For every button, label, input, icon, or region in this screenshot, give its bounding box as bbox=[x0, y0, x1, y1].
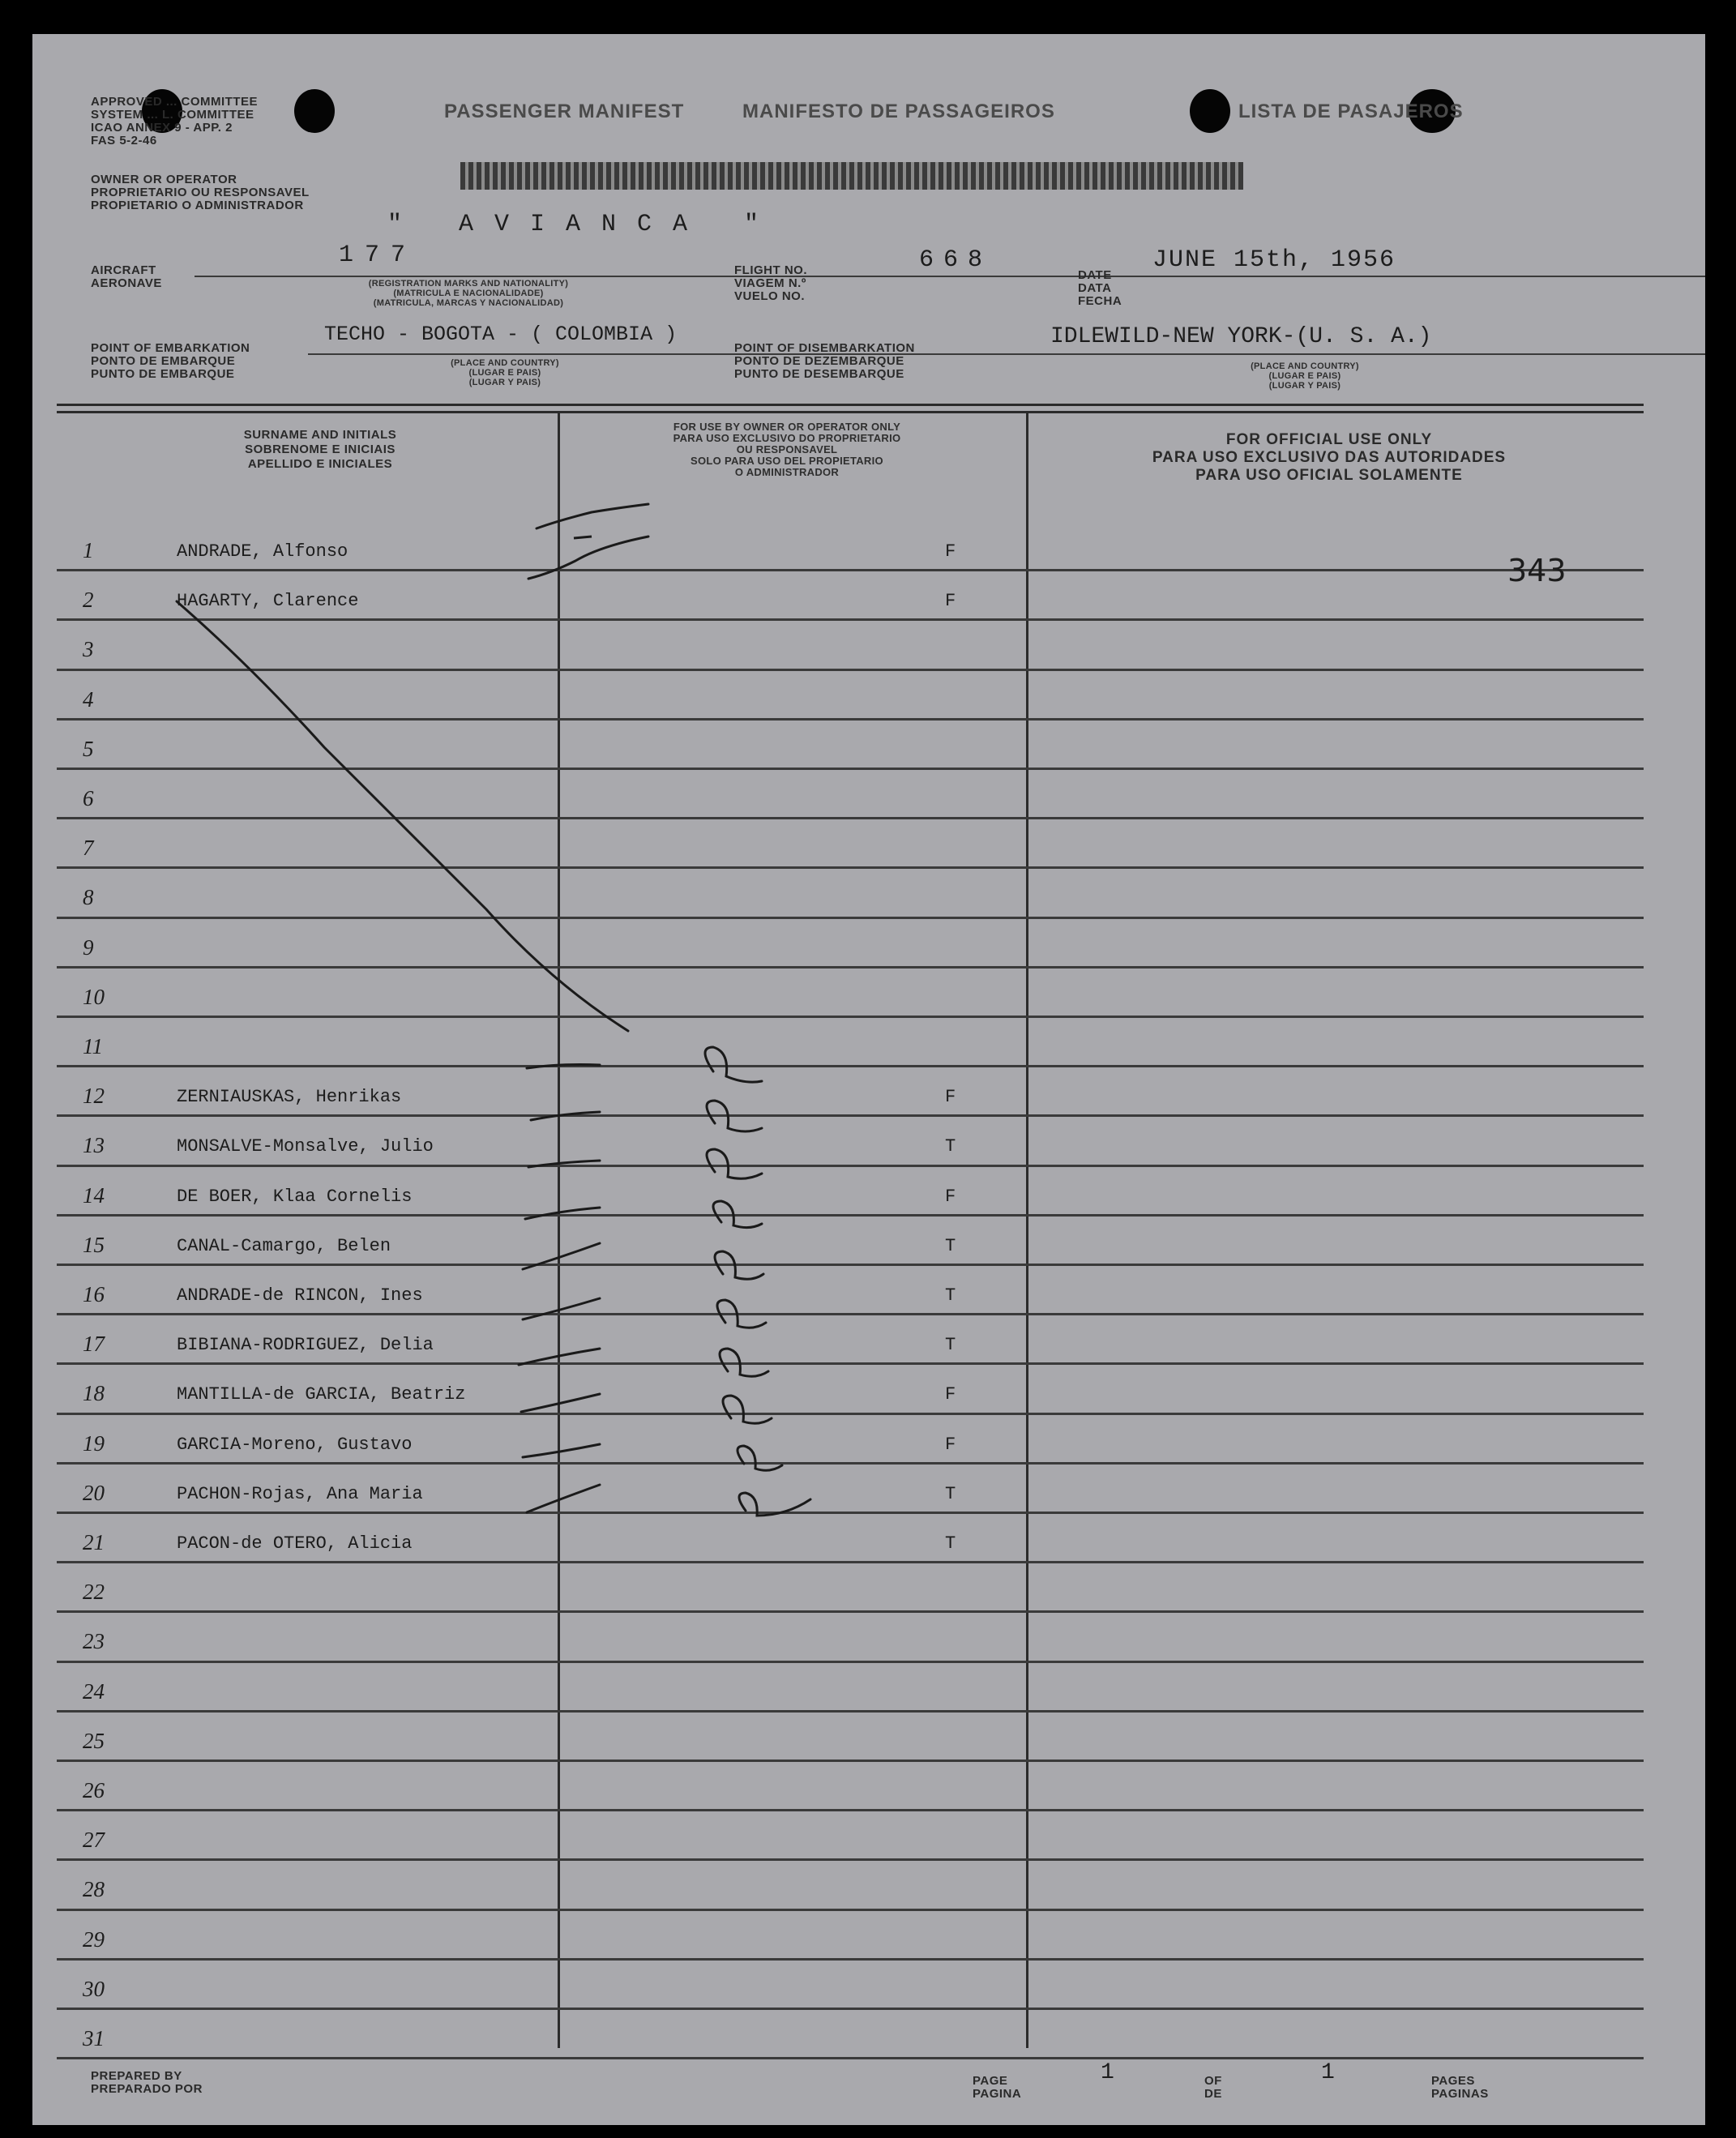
passenger-name: HAGARTY, Clarence bbox=[177, 591, 359, 612]
row-number: 12 bbox=[83, 1084, 105, 1109]
aircraft-value: 177 bbox=[339, 242, 417, 269]
row-number: 16 bbox=[83, 1282, 105, 1306]
official-number: 343 bbox=[1507, 553, 1567, 588]
header-portuguese: MANIFESTO DE PASSAGEIROS bbox=[742, 100, 1055, 122]
passenger-code: T bbox=[945, 1483, 956, 1504]
date-label: DATE DATA FECHA bbox=[1078, 268, 1122, 308]
row-number: 19 bbox=[83, 1430, 105, 1456]
row-number: 15 bbox=[83, 1232, 105, 1257]
header-english: PASSENGER MANIFEST bbox=[444, 100, 685, 122]
disembarkation-value: IDLEWILD-NEW YORK-(U. S. A.) bbox=[1050, 324, 1432, 349]
row-number: 14 bbox=[83, 1182, 105, 1208]
owner-label: OWNER OR OPERATOR PROPRIETARIO OU RESPONSAVEL PROPIETARIO O ADMINISTRADOR bbox=[91, 173, 310, 212]
row-number: 31 bbox=[83, 2026, 105, 2050]
row-number: 10 bbox=[83, 984, 105, 1009]
passenger-code: F bbox=[945, 1087, 956, 1108]
passenger-code: T bbox=[945, 1533, 956, 1554]
passenger-code: F bbox=[945, 541, 956, 562]
row-number: 6 bbox=[83, 786, 94, 810]
disembarkation-sublabel: (PLACE AND COUNTRY) (LUGAR E PAIS) (LUGAR Y PAIS) bbox=[1251, 361, 1359, 391]
row-number: 3 bbox=[83, 637, 94, 662]
passenger-code: T bbox=[945, 1285, 956, 1306]
approval-line: FAS 5-2-46 bbox=[91, 134, 157, 148]
header-spanish: LISTA DE PASAJEROS bbox=[1238, 100, 1464, 122]
flight-value: 668 bbox=[919, 246, 993, 274]
passenger-code: F bbox=[945, 1186, 956, 1207]
row-number: 29 bbox=[83, 1926, 105, 1952]
passenger-code: F bbox=[945, 1434, 956, 1455]
passenger-name: CANAL-Camargo, Belen bbox=[177, 1235, 391, 1256]
passenger-name: ZERNIAUSKAS, Henrikas bbox=[177, 1087, 402, 1108]
passenger-name: MONSALVE-Monsalve, Julio bbox=[177, 1136, 434, 1157]
row-number: 8 bbox=[83, 885, 94, 910]
passenger-name: PACON-de OTERO, Alicia bbox=[177, 1533, 413, 1554]
passenger-name: PACHON-Rojas, Ana Maria bbox=[177, 1483, 423, 1504]
passenger-name: MANTILLA-de GARCIA, Beatriz bbox=[177, 1384, 466, 1405]
of-label: OF DE bbox=[1204, 2074, 1222, 2101]
page-label: PAGE PAGINA bbox=[973, 2074, 1022, 2101]
aircraft-sublabel: (REGISTRATION MARKS AND NATIONALITY) (MATRICULA E NACIONALIDADE) (MATRICULA, MARCAS Y NACIONALIDAD) bbox=[368, 279, 569, 308]
approval-line: APPROVED ... COMMITTEE bbox=[91, 95, 259, 109]
embarkation-sublabel: (PLACE AND COUNTRY) (LUGAR E PAIS) (LUGAR Y PAIS) bbox=[451, 358, 559, 387]
passenger-name: GARCIA-Moreno, Gustavo bbox=[177, 1434, 413, 1455]
passenger-code: F bbox=[945, 1384, 956, 1405]
row-number: 9 bbox=[83, 934, 94, 960]
disembarkation-label: POINT OF DISEMBARKATION PONTO DE DEZEMBARQUE PUNTO DE DESEMBARQUE bbox=[734, 341, 915, 381]
manifest-sheet bbox=[32, 34, 1705, 2125]
passenger-code: T bbox=[945, 1335, 956, 1356]
passenger-name: BIBIANA-RODRIGUEZ, Delia bbox=[177, 1335, 434, 1356]
page-number: 1 bbox=[1101, 2060, 1114, 2085]
row-number: 11 bbox=[83, 1034, 103, 1058]
passenger-name: ANDRADE-de RINCON, Ines bbox=[177, 1285, 423, 1306]
passenger-code: T bbox=[945, 1136, 956, 1157]
row-number: 21 bbox=[83, 1530, 105, 1554]
row-number: 1 bbox=[83, 538, 94, 562]
row-number: 20 bbox=[83, 1480, 105, 1505]
passenger-name: ANDRADE, Alfonso bbox=[177, 541, 348, 562]
row-number: 30 bbox=[83, 1976, 105, 2001]
row-number: 28 bbox=[83, 1877, 105, 1902]
passenger-code: F bbox=[945, 591, 956, 612]
row-number: 24 bbox=[83, 1678, 105, 1704]
row-number: 7 bbox=[83, 836, 94, 861]
passenger-code: T bbox=[945, 1235, 956, 1256]
row-number: 27 bbox=[83, 1828, 105, 1853]
prepared-by-label: PREPARED BY PREPARADO POR bbox=[91, 2069, 203, 2096]
embarkation-label: POINT OF EMBARKATION PONTO DE EMBARQUE PUNTO DE EMBARQUE bbox=[91, 341, 250, 381]
row-number: 4 bbox=[83, 686, 94, 712]
approval-line: ICAO ANNEX 9 - APP. 2 bbox=[91, 121, 233, 135]
owner-value: " AVIANCA " bbox=[387, 211, 780, 238]
row-number: 2 bbox=[83, 588, 94, 613]
approval-line: SYSTEM ... L. COMMITTEE bbox=[91, 108, 254, 122]
row-number: 17 bbox=[83, 1332, 105, 1357]
column-header-surname: SURNAME AND INITIALS SOBRENOME E INICIAIS APELLIDO E INICIALES bbox=[243, 428, 397, 471]
row-number: 23 bbox=[83, 1629, 105, 1654]
aircraft-label: AIRCRAFT AERONAVE bbox=[91, 263, 162, 290]
row-number: 26 bbox=[83, 1778, 105, 1802]
page-total: 1 bbox=[1321, 2060, 1335, 2085]
flight-label: FLIGHT NO. VIAGEM N.º VUELO NO. bbox=[734, 263, 807, 303]
embarkation-value: TECHO - BOGOTA - ( COLOMBIA ) bbox=[324, 323, 678, 346]
row-number: 22 bbox=[83, 1580, 105, 1605]
date-value: JUNE 15th, 1956 bbox=[1152, 246, 1396, 274]
handwriting-marks bbox=[32, 34, 1705, 2125]
row-number: 25 bbox=[83, 1728, 105, 1753]
row-number: 5 bbox=[83, 736, 94, 761]
pages-label: PAGES PAGINAS bbox=[1431, 2074, 1489, 2101]
row-number: 18 bbox=[83, 1381, 105, 1406]
column-header-owner-use: FOR USE BY OWNER OR OPERATOR ONLY PARA USO EXCLUSIVO DO PROPRIETARIO OU RESPONSAVEL SOLO PARA USO DEL PROPIETARIO O ADMINISTRADOR bbox=[673, 421, 901, 478]
passenger-name: DE BOER, Klaa Cornelis bbox=[177, 1186, 413, 1207]
row-number: 13 bbox=[83, 1133, 105, 1158]
column-header-official-use: FOR OFFICIAL USE ONLY PARA USO EXCLUSIVO DAS AUTORIDADES PARA USO OFICIAL SOLAMENTE bbox=[1152, 431, 1507, 484]
